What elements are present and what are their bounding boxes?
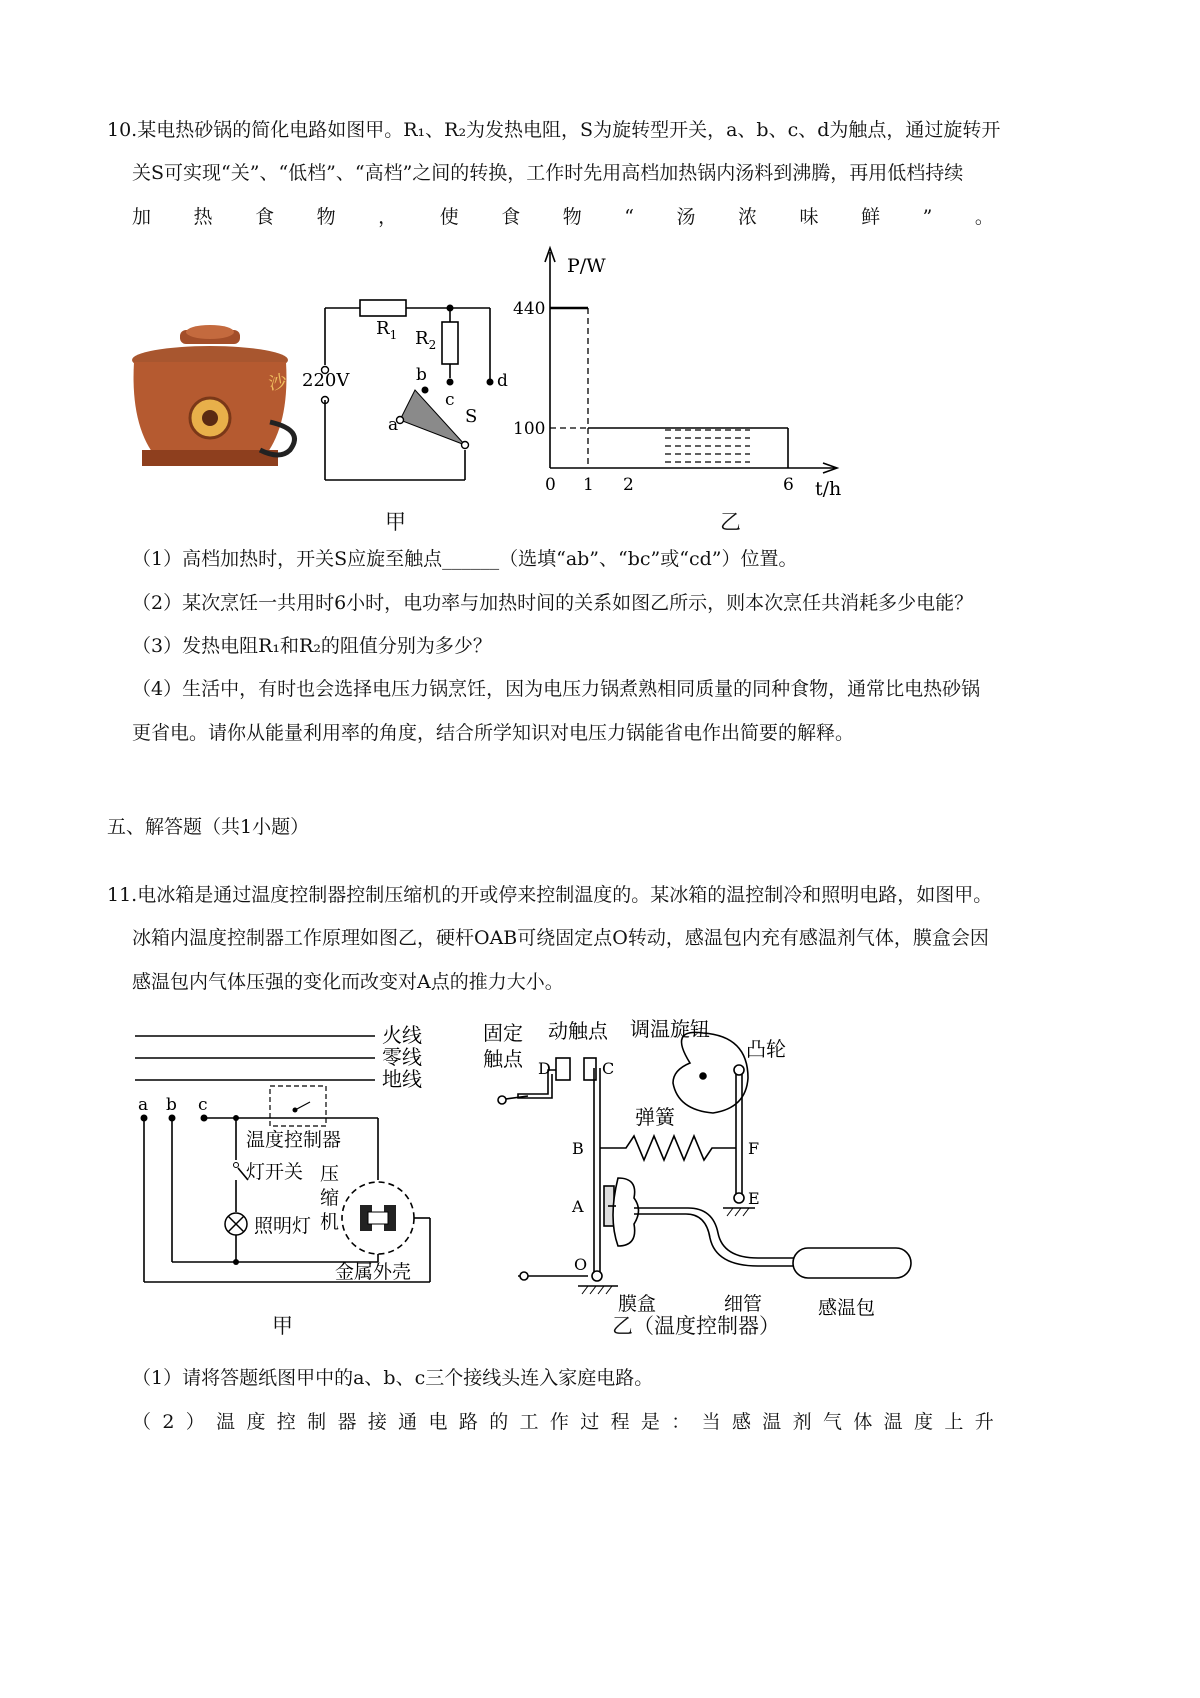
switch-s-label: S — [465, 406, 478, 427]
wire-neutral: 零线 — [382, 1045, 422, 1069]
compressor-char-1: 压 — [320, 1163, 340, 1185]
q10-sub1: （1）高档加热时，开关S应旋至触点______（选填“ab”、“bc”或“cd”）位置。 — [132, 548, 798, 570]
q11-line2: 冰箱内温度控制器工作原理如图乙，硬杆OAB可绕固定点O转动，感温包内充有感温剂气体，膜盒会因 — [132, 927, 989, 949]
q10-caption-yi: 乙 — [720, 510, 741, 534]
justified-char: ， — [378, 206, 398, 228]
knob-label: 调温旋钮 — [630, 1018, 710, 1041]
spring-label: 弹簧 — [635, 1105, 675, 1129]
r2-label: $R_2$ — [415, 328, 437, 352]
contact-a: a — [388, 415, 399, 435]
justified-char: 汤 — [676, 206, 696, 228]
clay-pot-image — [132, 325, 295, 466]
justified-char: 路 — [458, 1411, 478, 1433]
justified-char: 体 — [853, 1411, 873, 1433]
q10-figure-jia — [120, 290, 520, 530]
justified-char: 是 — [640, 1411, 660, 1433]
moving-contact-label: 动触点 — [548, 1019, 608, 1043]
q10-sub4-line2: 更省电。请你从能量利用率的角度，结合所学知识对电压力锅能省电作出简要的解释。 — [132, 722, 855, 744]
q11-caption-jia: 甲 — [272, 1314, 293, 1338]
q10-line2: 关S可实现“关”、“低档”、“高档”之间的转换，工作时先用高档加热锅内汤料到沸腾，再用低档持续 — [132, 162, 964, 184]
justified-char: 温 — [216, 1411, 236, 1433]
justified-char: 物 — [316, 206, 336, 228]
letter-d: D — [538, 1059, 551, 1078]
q10-sub2: （2）某次烹饪一共用时6小时，电功率与加热时间的关系如图乙所示，则本次烹任共消耗多少电能？ — [132, 592, 974, 614]
justified-char: （ — [132, 1411, 152, 1433]
q11-sub2 — [132, 1410, 994, 1434]
letter-c: C — [602, 1059, 615, 1078]
justified-char: 度 — [914, 1411, 934, 1433]
lamp-switch-label: 灯开关 — [246, 1161, 304, 1183]
yi-ylabel: P/W — [567, 255, 606, 277]
contact-b: b — [416, 365, 427, 385]
bulb-label: 感温包 — [818, 1297, 876, 1318]
justified-char: 接 — [367, 1411, 387, 1433]
letter-o: O — [574, 1255, 588, 1274]
justified-char: 味 — [799, 206, 819, 228]
justified-char: 热 — [193, 206, 213, 228]
compressor-char-2: 缩 — [320, 1187, 340, 1209]
yi-xlabel: t/h — [815, 478, 842, 500]
justified-char: ） — [185, 1411, 205, 1433]
justified-char: 上 — [944, 1411, 964, 1433]
svg-text:沙: 沙 — [267, 371, 289, 395]
justified-char: 浓 — [738, 206, 758, 228]
justified-char: 2 — [162, 1411, 175, 1433]
yi-ytick-100: 100 — [513, 419, 546, 439]
justified-char: 程 — [610, 1411, 630, 1433]
yi-xtick-1: 1 — [583, 475, 594, 495]
justified-char: 食 — [501, 206, 521, 228]
tube-label: 细管 — [724, 1293, 763, 1315]
voltage-label: 220V — [302, 370, 350, 391]
justified-char: 通 — [398, 1411, 418, 1433]
justified-char: 器 — [337, 1411, 357, 1433]
q10-caption-jia: 甲 — [385, 510, 406, 534]
q10-sub3: （3）发热电阻R₁和R₂的阻值分别为多少？ — [132, 635, 492, 657]
contact-d: d — [497, 371, 508, 391]
terminal-a: a — [138, 1095, 149, 1115]
q11-line3: 感温包内气体压强的变化而改变对A点的推力大小。 — [132, 971, 564, 993]
letter-a: A — [572, 1197, 584, 1216]
justified-char: 当 — [701, 1411, 721, 1433]
wire-live: 火线 — [382, 1023, 422, 1047]
justified-char: 作 — [549, 1411, 569, 1433]
justified-char: 工 — [519, 1411, 539, 1433]
section-5-heading: 五、解答题（共1小题） — [107, 816, 310, 838]
justified-char: 的 — [489, 1411, 509, 1433]
q11-caption-yi: 乙（温度控制器） — [612, 1314, 780, 1338]
wire-ground: 地线 — [382, 1067, 422, 1091]
justified-char: “ — [624, 206, 634, 228]
bellows-label: 膜盒 — [618, 1293, 657, 1315]
justified-char: 物 — [562, 206, 582, 228]
justified-char: 感 — [731, 1411, 751, 1433]
compressor-char-3: 机 — [320, 1211, 340, 1233]
justified-char: 电 — [428, 1411, 448, 1433]
yi-xtick-0: 0 — [545, 475, 556, 495]
justified-char: 鲜 — [861, 206, 881, 228]
yi-xtick-2: 2 — [623, 475, 634, 495]
yi-xtick-6: 6 — [783, 475, 794, 495]
q10-line1: 10.某电热砂锅的简化电路如图甲。R₁、R₂为发热电阻，S为旋转型开关，a、b、c、d为触点，通过旋转开 — [107, 119, 1001, 141]
fixed-contact-label-1: 固定 — [483, 1021, 523, 1045]
q11-figure-yi — [478, 1018, 928, 1318]
justified-char: 气 — [822, 1411, 842, 1433]
justified-char: 升 — [974, 1411, 994, 1433]
justified-char: ： — [671, 1411, 691, 1433]
yi-ytick-440: 440 — [513, 299, 546, 319]
justified-char: 控 — [276, 1411, 296, 1433]
justified-char: 剂 — [792, 1411, 812, 1433]
letter-f: F — [748, 1139, 760, 1158]
q11-line1: 11.电冰箱是通过温度控制器控制压缩机的开或停来控制温度的。某冰箱的温控制冷和照明电路，如图甲。 — [107, 884, 993, 906]
fixed-contact-label-2: 触点 — [483, 1047, 523, 1071]
justified-char: 温 — [883, 1411, 903, 1433]
lamp-label: 照明灯 — [254, 1215, 312, 1237]
q11-sub1: （1）请将答题纸图甲中的a、b、c三个接线头连入家庭电路。 — [132, 1367, 654, 1389]
justified-char: 温 — [762, 1411, 782, 1433]
q10-sub4-line1: （4）生活中，有时也会选择电压力锅烹饪，因为电压力锅煮熟相同质量的同种食物，通常比电热砂锅 — [132, 678, 981, 700]
justified-char: 度 — [246, 1411, 266, 1433]
justified-char: ” — [922, 206, 933, 228]
letter-b: B — [572, 1139, 584, 1158]
q10-line3 — [132, 205, 994, 229]
terminal-b: b — [166, 1095, 177, 1115]
justified-char: 食 — [255, 206, 275, 228]
cam-label: 凸轮 — [746, 1037, 786, 1061]
terminal-c: c — [198, 1095, 208, 1115]
thermostat-label: 温度控制器 — [246, 1129, 342, 1151]
q10-figure-yi — [505, 240, 865, 510]
q11-figure-jia — [130, 1020, 440, 1310]
justified-char: 过 — [580, 1411, 600, 1433]
justified-char: 制 — [307, 1411, 327, 1433]
shell-label: 金属外壳 — [335, 1261, 412, 1283]
justified-char: 。 — [974, 206, 994, 228]
justified-char: 使 — [439, 206, 459, 228]
contact-c: c — [445, 390, 455, 410]
justified-char: 加 — [132, 206, 152, 228]
r1-label: $R_1$ — [376, 318, 398, 342]
letter-e: E — [748, 1189, 760, 1208]
